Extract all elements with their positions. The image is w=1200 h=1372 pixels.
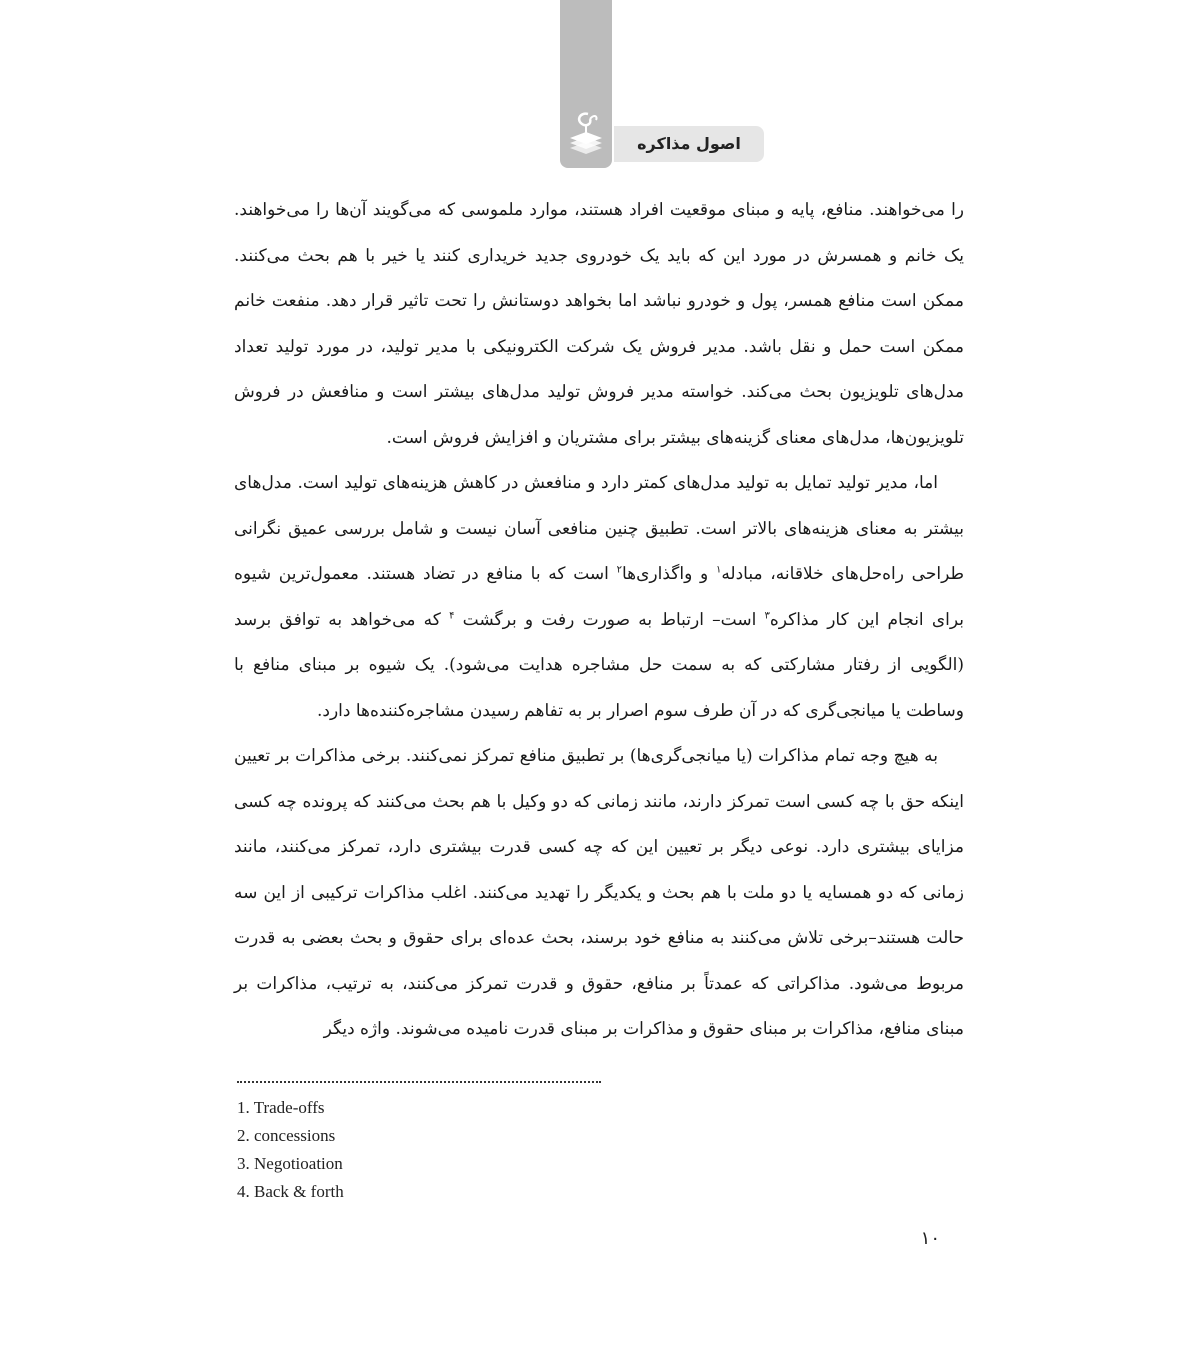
footnote-ref-2: ۲ <box>616 564 622 576</box>
paragraph-text: است که با منافع در تضاد هستند. معمول‌ترین شیوه برای انجام این کار مذاکره <box>234 564 964 630</box>
paragraph-3 <box>234 734 964 1053</box>
paragraph-text: که می‌خواهد به توافق برسد (الگویی از رفتار مشارکتی که به سمت حل مشاجره هدایت می‌شود). یک شیوه بر مبنای منافع با وساطت یا میانجی‌گری که در آن طرف سوم اصرار بر به تفاهم رسیدن مشاجره‌کننده‌ها دارد. <box>234 609 964 721</box>
body-text <box>234 188 964 1053</box>
paragraph-text: را می‌خواهند. منافع، پایه و مبنای موقعیت افراد هستند، موارد ملموسی که می‌گویند آن‌ها را می‌خواهند. یک خانم و همسرش در مورد این که باید یک خودروی جدید خریداری کنند یا خیر با هم بحث می‌کنند. ممکن است منافع همسر، پول و خودرو نباشد اما بخواهد دوستانش را تحت تاثیر قرار دهد. منفعت خانم ممکن است حمل و نقل باشد. مدیر فروش یک شرکت الکترونیکی با مدیر تولید، در مورد تولید تعداد مدل‌های تلویزیون بحث می‌کند. خواسته مدیر فروش تولید مدل‌های بیشتر است و منافعش در فروش تلویزیون‌ها، مدل‌های معنای گزینه‌های بیشتر برای مشتریان و افزایش فروش است. <box>234 200 964 448</box>
book-logo-icon <box>566 108 606 156</box>
footnotes <box>237 1094 737 1206</box>
footnote-ref-1: ۱ <box>715 564 722 576</box>
paragraph-2 <box>234 461 964 734</box>
paragraph-text: است– ارتباط به صورت رفت و برگشت <box>454 609 765 630</box>
footnote-3: 3. Negotioation <box>237 1154 343 1173</box>
footnote-4: 4. Back & forth <box>237 1182 344 1201</box>
paragraph-text: اما، مدیر تولید تمایل به تولید مدل‌های کمتر دارد و منافعش در کاهش هزینه‌های تولید است. مدل‌های بیشتر به معنای هزینه‌های بالاتر است. تطبیق چنین منافعی آسان نیست و شامل بررسی عمیق نگرانی طراحی راه‌حل‌های خلاقانه، مبادله <box>234 473 964 584</box>
footnote-separator <box>237 1081 601 1083</box>
running-header-title: اصول مذاکره <box>614 126 764 162</box>
footnote-1: 1. Trade-offs <box>237 1098 325 1117</box>
paragraph-text: به هیچ وجه تمام مذاکرات (یا میانجی‌گری‌ها) بر تطبیق منافع تمرکز نمی‌کنند. برخی مذاکرات بر تعیین اینکه حق با چه کسی است تمرکز دارند، مانند زمانی که دو وکیل با هم بحث می‌کنند که پرونده چه کسی مزایای بیشتری دارد. نوعی دیگر بر تعیین این که چه کسی قدرت بیشتری دارد، تمرکز می‌کنند، مانند زمانی که دو همسایه یا دو ملت با هم بحث و یکدیگر را تهدید می‌کنند. اغلب مذاکرات ترکیبی از این سه حالت هستند–برخی تلاش می‌کنند به منافع خود برسند، بحث عده‌ای برای حقوق و بحث بعضی به قدرت مربوط می‌شود. مذاکراتی که عمدتاً بر منافع، حقوق و قدرت تمرکز می‌کنند، به ترتیب، مذاکرات بر مبنای منافع، مذاکرات بر مبنای حقوق و مذاکرات بر مبنای قدرت نامیده می‌شوند. واژه دیگر <box>234 746 965 1039</box>
page-number: ۱۰ <box>920 1228 940 1249</box>
footnote-ref-3: ۳ <box>764 609 770 621</box>
paragraph-1 <box>234 188 964 461</box>
footnote-2: 2. concessions <box>237 1126 336 1145</box>
footnote-ref-4: ۴ <box>449 609 455 621</box>
paragraph-text: و واگذاری‌ها <box>621 564 716 584</box>
